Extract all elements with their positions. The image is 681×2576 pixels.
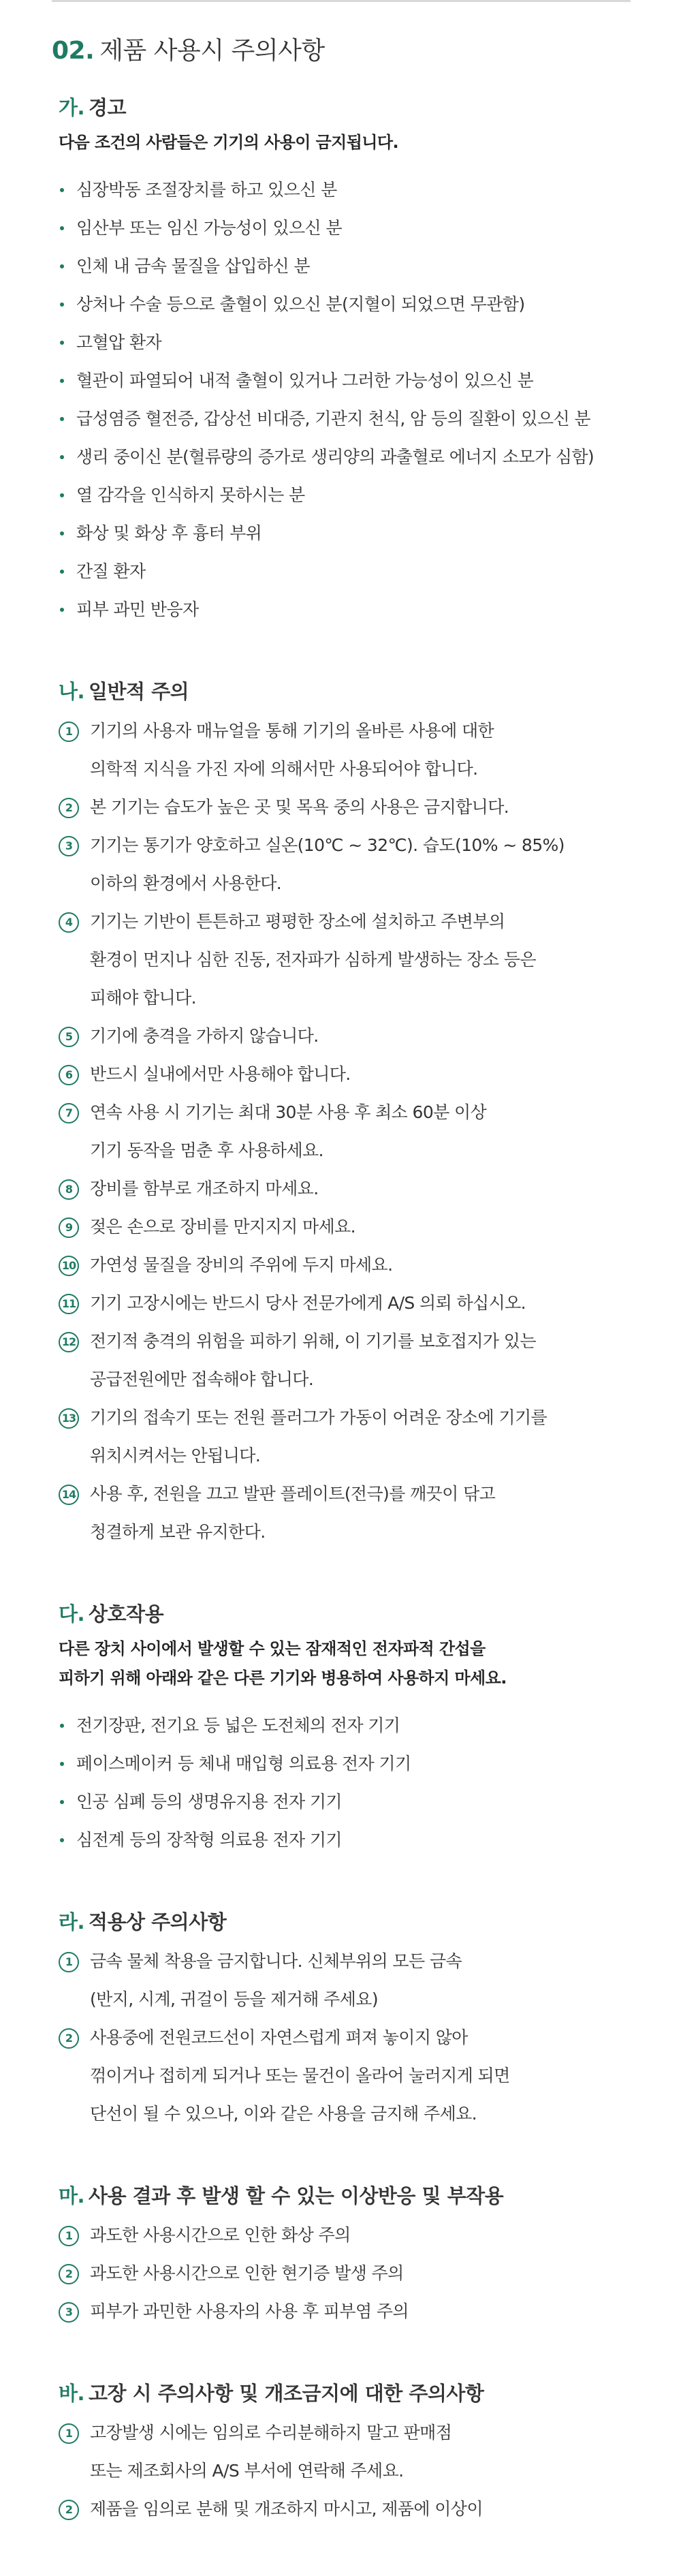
item-line: 기기는 통기가 양호하고 실온(10℃ ~ 32℃). 습도(10% ~ 85%) xyxy=(90,835,565,855)
item-line: 과도한 사용시간으로 인한 현기증 발생 주의 xyxy=(90,2263,404,2283)
item-line: 기기의 사용자 매뉴얼을 통해 기기의 올바른 사용에 대한 xyxy=(90,721,494,741)
bullet-text: 상처나 수술 등으로 출혈이 있으신 분(지혈이 되었으면 무관함) xyxy=(76,294,525,314)
bullet-dot-icon xyxy=(60,570,64,574)
numbered-item xyxy=(59,2490,637,2528)
bullet-item xyxy=(59,591,637,629)
bullet-item xyxy=(59,1821,637,1859)
numbered-item xyxy=(59,2216,637,2254)
numbered-item xyxy=(59,712,637,788)
section-title xyxy=(59,93,637,123)
bullet-item xyxy=(59,362,637,400)
bullet-item xyxy=(59,1783,637,1821)
numbered-item xyxy=(59,1170,637,1208)
numbered-item xyxy=(59,2254,637,2293)
bullet-dot-icon xyxy=(60,379,64,383)
item-line: 위치시켜서는 안됩니다. xyxy=(90,1446,261,1465)
bullet-item xyxy=(59,247,637,285)
section-letter: 라. xyxy=(59,1910,85,1934)
bullet-item xyxy=(59,553,637,591)
circled-number-icon: 11 xyxy=(59,1294,79,1314)
circled-number-icon: 9 xyxy=(59,1217,79,1238)
section-malfunction xyxy=(52,2378,637,2528)
section-intro xyxy=(59,1634,637,1693)
circled-number-icon: 8 xyxy=(59,1179,79,1200)
bullet-dot-icon xyxy=(60,188,64,192)
bullet-text: 심전계 등의 장착형 의료용 전자 기기 xyxy=(76,1830,342,1850)
item-line: 꺾이거나 접히게 되거나 또는 물건이 올라어 눌러지게 되면 xyxy=(90,2066,510,2085)
section-letter: 바. xyxy=(59,2382,85,2405)
circled-number-icon: 6 xyxy=(59,1065,79,1085)
bullet-text: 혈관이 파열되어 내적 출혈이 있거나 그러한 가능성이 있으신 분 xyxy=(76,371,534,390)
circled-number-icon: 2 xyxy=(59,2264,79,2284)
circled-number-icon: 3 xyxy=(59,2302,79,2323)
item-line: 청결하게 보관 유지한다. xyxy=(90,1522,266,1542)
circled-number-icon: 7 xyxy=(59,1103,79,1123)
section-title-text: 일반적 주의 xyxy=(89,680,189,703)
numbered-item xyxy=(59,1322,637,1399)
bullet-text: 심장박동 조절장치를 하고 있으신 분 xyxy=(76,180,337,200)
bullet-dot-icon xyxy=(60,264,64,268)
bullet-text: 고혈압 환자 xyxy=(76,332,162,352)
bullet-item xyxy=(59,1707,637,1745)
section-general xyxy=(52,677,637,1551)
bullet-dot-icon xyxy=(60,226,64,230)
bullet-dot-icon xyxy=(60,302,64,307)
circled-number-icon: 1 xyxy=(59,721,79,742)
warning-list xyxy=(59,171,637,629)
numbered-item xyxy=(59,1093,637,1170)
item-line: 기기에 충격을 가하지 않습니다. xyxy=(90,1026,319,1046)
circled-number-icon: 2 xyxy=(59,2500,79,2520)
side-effects-list xyxy=(59,2216,637,2331)
item-line: 단선이 될 수 있으나, 이와 같은 사용을 금지해 주세요. xyxy=(90,2104,477,2124)
bullet-text: 페이스메이커 등 체내 매입형 의료용 전자 기기 xyxy=(76,1754,411,1773)
section-title xyxy=(59,2181,637,2211)
section-intro: 다음 조건의 사람들은 기기의 사용이 금지됩니다. xyxy=(59,133,398,152)
bullet-text: 생리 중이신 분(혈류량의 증가로 생리양의 과출혈로 에너지 소모가 심함) xyxy=(76,447,595,467)
item-line: 기기의 접속기 또는 전원 플러그가 가동이 어려운 장소에 기기를 xyxy=(90,1408,548,1427)
bullet-dot-icon xyxy=(60,1724,64,1728)
general-list xyxy=(59,712,637,1551)
numbered-item xyxy=(59,1017,637,1055)
circled-number-icon: 10 xyxy=(59,1256,79,1276)
section-interaction xyxy=(52,1599,637,1859)
circled-number-icon: 4 xyxy=(59,912,79,933)
item-line: (반지, 시계, 귀걸이 등을 제거해 주세요) xyxy=(90,1989,378,2009)
item-line: 사용중에 전원코드선이 자연스럽게 펴져 놓이지 않아 xyxy=(90,2028,468,2047)
section-application xyxy=(52,1907,637,2133)
numbered-item xyxy=(59,2414,637,2490)
bullet-text: 인체 내 금속 물질을 삽입하신 분 xyxy=(76,256,310,276)
section-side-effects xyxy=(52,2181,637,2331)
item-line: 반드시 실내에서만 사용해야 합니다. xyxy=(90,1064,351,1084)
bullet-dot-icon xyxy=(60,1762,64,1766)
bullet-item xyxy=(59,400,637,438)
section-letter: 가. xyxy=(59,96,85,119)
item-line: 사용 후, 전원을 끄고 발판 플레이트(전극)를 깨끗이 닦고 xyxy=(90,1484,496,1504)
item-line: 기기는 기반이 튼튼하고 평평한 장소에 설치하고 주변부의 xyxy=(90,912,505,931)
bullet-dot-icon xyxy=(60,455,64,459)
circled-number-icon: 1 xyxy=(59,1952,79,1972)
bullet-dot-icon xyxy=(60,608,64,612)
circled-number-icon: 1 xyxy=(59,2226,79,2246)
circled-number-icon: 14 xyxy=(59,1485,79,1505)
circled-number-icon: 3 xyxy=(59,836,79,856)
section-title-text: 사용 결과 후 발생 할 수 있는 이상반응 및 부작용 xyxy=(89,2184,504,2207)
bullet-item xyxy=(59,438,637,476)
numbered-item xyxy=(59,1475,637,1551)
section-letter: 다. xyxy=(59,1602,85,1626)
bullet-text: 인공 심폐 등의 생명유지용 전자 기기 xyxy=(76,1792,342,1812)
numbered-item xyxy=(59,788,637,826)
item-line: 기기 고장시에는 반드시 당사 전문가에게 A/S 의뢰 하십시오. xyxy=(90,1293,526,1313)
item-line: 피해야 합니다. xyxy=(90,988,196,1008)
application-list xyxy=(59,1942,637,2133)
section-title-text: 고장 시 주의사항 및 개조금지에 대한 주의사항 xyxy=(89,2382,484,2405)
item-line: 제품을 임의로 분해 및 개조하지 마시고, 제품에 이상이 xyxy=(90,2499,483,2519)
bullet-item xyxy=(59,285,637,324)
item-line: 이하의 환경에서 사용한다. xyxy=(90,873,282,893)
bullet-text: 간질 환자 xyxy=(76,561,146,581)
item-line: 또는 제조회사의 A/S 부서에 연락해 주세요. xyxy=(90,2461,404,2481)
section-title xyxy=(59,1599,637,1629)
circled-number-icon: 5 xyxy=(59,1027,79,1047)
bullet-item xyxy=(59,171,637,209)
bullet-item xyxy=(59,324,637,362)
item-line: 기기 동작을 멈춘 후 사용하세요. xyxy=(90,1140,323,1160)
malfunction-list xyxy=(59,2414,637,2528)
numbered-item xyxy=(59,2293,637,2331)
numbered-item xyxy=(59,1284,637,1322)
item-line: 전기적 충격의 위험을 피하기 위해, 이 기기를 보호접지가 있는 xyxy=(90,1331,536,1351)
item-line: 피부가 과민한 사용자의 사용 후 피부염 주의 xyxy=(90,2301,409,2321)
numbered-item xyxy=(59,1208,637,1246)
item-line: 본 기기는 습도가 높은 곳 및 목욕 중의 사용은 금지합니다. xyxy=(90,797,509,817)
bullet-dot-icon xyxy=(60,531,64,536)
top-divider xyxy=(52,0,631,2)
circled-number-icon: 1 xyxy=(59,2423,79,2444)
item-line: 장비를 함부로 개조하지 마세요. xyxy=(90,1179,319,1198)
numbered-item xyxy=(59,1055,637,1093)
bullet-text: 피부 과민 반응자 xyxy=(76,600,199,619)
bullet-dot-icon xyxy=(60,341,64,345)
bullet-text: 급성염증 혈전증, 갑상선 비대증, 기관지 천식, 암 등의 질환이 있으신 분 xyxy=(76,409,590,429)
item-line: 공급전원에만 접속해야 합니다. xyxy=(90,1369,314,1389)
item-line: 환경이 먼지나 심한 진동, 전자파가 심하게 발생하는 장소 등은 xyxy=(90,950,536,969)
circled-number-icon: 13 xyxy=(59,1408,79,1429)
item-line: 젖은 손으로 장비를 만지지지 마세요. xyxy=(90,1217,355,1237)
circled-number-icon: 2 xyxy=(59,2028,79,2049)
bullet-text: 임산부 또는 임신 가능성이 있으신 분 xyxy=(76,218,342,238)
numbered-item xyxy=(59,826,637,903)
numbered-item xyxy=(59,1399,637,1475)
section-title-text: 경고 xyxy=(89,96,127,119)
numbered-item xyxy=(59,2019,637,2133)
item-line: 과도한 사용시간으로 인한 화상 주의 xyxy=(90,2225,351,2245)
bullet-item xyxy=(59,1745,637,1783)
circled-number-icon: 12 xyxy=(59,1332,79,1352)
page-title xyxy=(52,33,637,69)
item-line: 금속 물체 착용을 금지합니다. 신체부위의 모든 금속 xyxy=(90,1951,462,1971)
intro-line: 다른 장치 사이에서 발생할 수 있는 잠재적인 전자파적 간섭을 xyxy=(59,1639,486,1658)
bullet-dot-icon xyxy=(60,417,64,421)
bullet-dot-icon xyxy=(60,1800,64,1804)
numbered-item xyxy=(59,1942,637,2019)
bullet-item xyxy=(59,514,637,553)
page-title-number: 02. xyxy=(52,37,95,65)
section-title xyxy=(59,677,637,707)
bullet-item xyxy=(59,476,637,514)
precautions-content xyxy=(52,33,637,2576)
section-letter: 나. xyxy=(59,680,85,703)
bullet-text: 화상 및 화상 후 흉터 부위 xyxy=(76,523,262,543)
circled-number-icon: 2 xyxy=(59,798,79,818)
section-letter: 마. xyxy=(59,2184,85,2207)
item-line: 가연성 물질을 장비의 주위에 두지 마세요. xyxy=(90,1255,393,1275)
bullet-text: 전기장판, 전기요 등 넓은 도전체의 전자 기기 xyxy=(76,1716,400,1735)
item-line: 연속 사용 시 기기는 최대 30분 사용 후 최소 60분 이상 xyxy=(90,1102,487,1122)
bullet-dot-icon xyxy=(60,1838,64,1842)
section-title-text: 상호작용 xyxy=(89,1602,164,1626)
section-title xyxy=(59,2378,637,2408)
bullet-item xyxy=(59,209,637,247)
section-title xyxy=(59,1907,637,1937)
bullet-text: 열 감각을 인식하지 못하시는 분 xyxy=(76,485,305,505)
intro-line: 피하기 위해 아래와 같은 다른 기기와 병용하여 사용하지 마세요. xyxy=(59,1669,507,1688)
interaction-list xyxy=(59,1707,637,1859)
item-line: 의학적 지식을 가진 자에 의해서만 사용되어야 합니다. xyxy=(90,759,478,779)
page-title-text: 제품 사용시 주의사항 xyxy=(99,37,325,65)
item-line: 고장발생 시에는 임의로 수리분해하지 말고 판매점 xyxy=(90,2423,452,2442)
numbered-item xyxy=(59,903,637,1017)
section-title-text: 적용상 주의사항 xyxy=(89,1910,227,1934)
numbered-item xyxy=(59,1246,637,1284)
bullet-dot-icon xyxy=(60,493,64,497)
section-warning xyxy=(52,93,637,629)
